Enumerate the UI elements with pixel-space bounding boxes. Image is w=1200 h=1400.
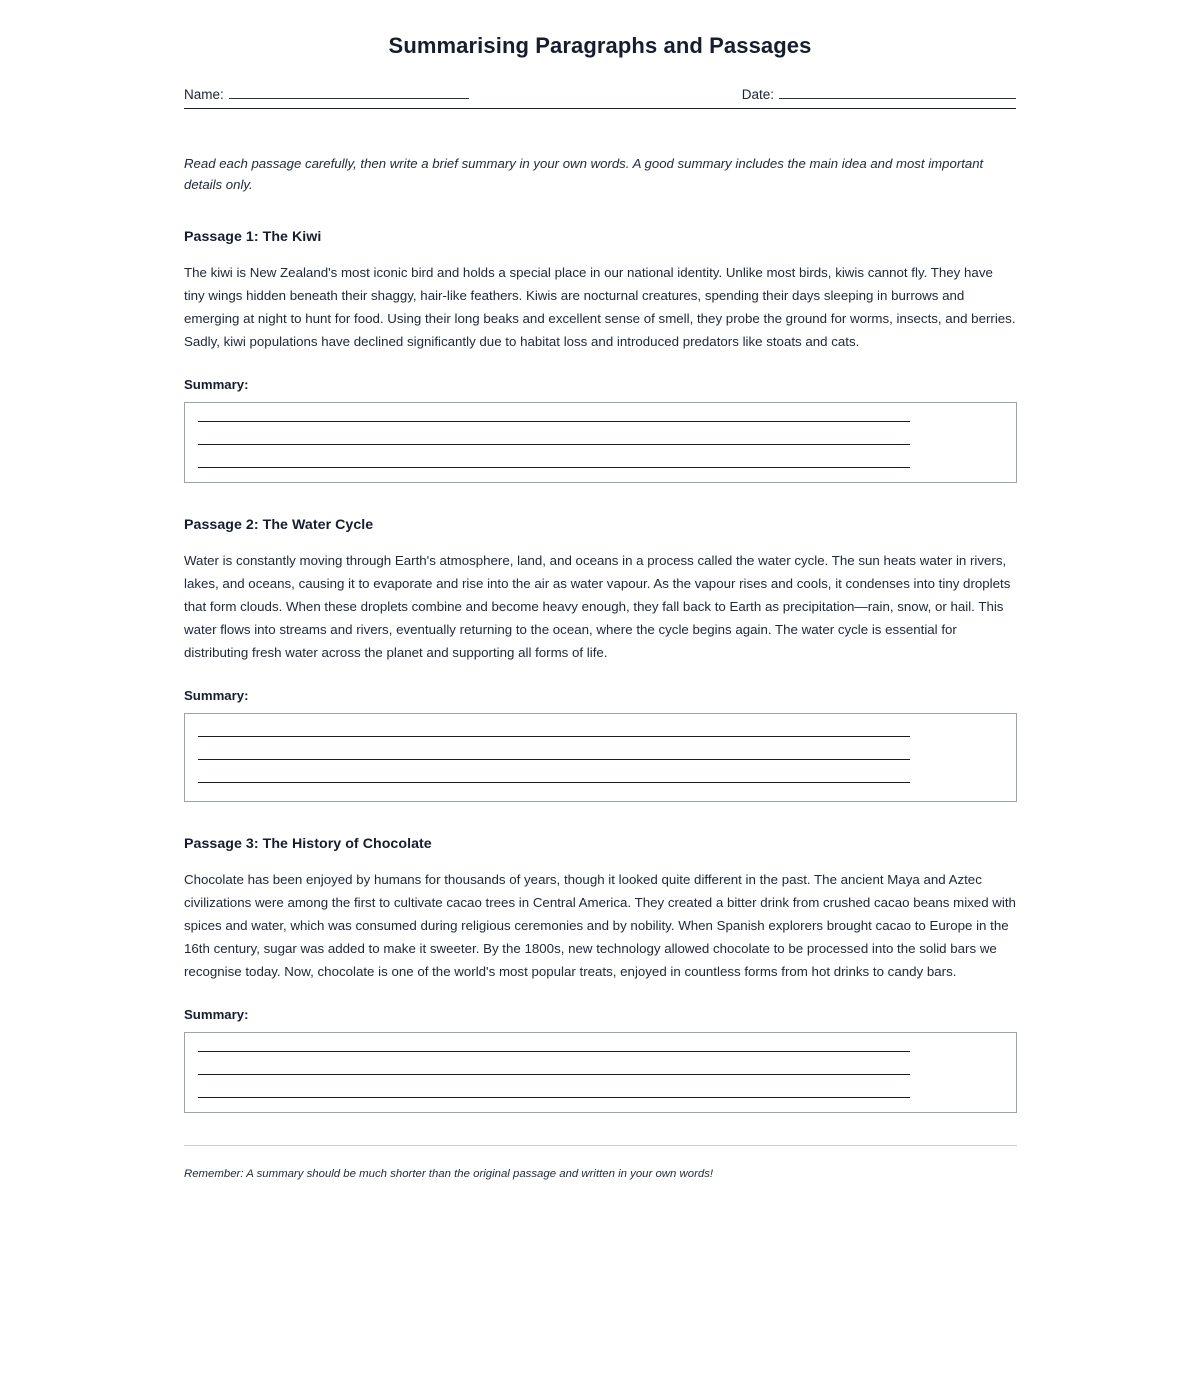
- writing-line[interactable]: [198, 1074, 910, 1075]
- summary-answer-box[interactable]: [184, 1032, 1017, 1113]
- footer-divider: [184, 1145, 1017, 1146]
- date-field-group: [742, 85, 1016, 102]
- summary-label: Summary:: [184, 688, 249, 704]
- writing-line[interactable]: [198, 444, 910, 445]
- passage-body: Water is constantly moving through Earth's atmosphere, land, and oceans in a process called the water cycle. The sun heats water in rivers, lakes, and oceans, causing it to evaporate and rise into the air as water vapour. As the vapour rises and cools, it condenses into tiny droplets that form clouds. When these droplets combine and become heavy enough, they fall back to Earth as precipitation—rain, snow, or hail. This water flows into streams and rivers, eventually returning to the ocean, where the cycle begins again. The water cycle is essential for distributing fresh water across the planet and supporting all forms of life.: [184, 553, 1011, 661]
- summary-label: Summary:: [184, 1007, 249, 1023]
- writing-line[interactable]: [198, 1051, 910, 1052]
- name-date-row: [184, 85, 1016, 109]
- name-field-group: [184, 85, 469, 102]
- date-label: Date:: [741, 86, 774, 102]
- passage-heading: Passage 2: The Water Cycle: [184, 517, 374, 534]
- passage-body: The kiwi is New Zealand's most iconic bird and holds a special place in our national identity. Unlike most birds, kiwis cannot fly. They have tiny wings hidden beneath their shaggy, hair-like feathers. Kiwis are nocturnal creatures, spending their days sleeping in burrows and emerging at night to hunt for food. Using their long beaks and excellent sense of smell, they probe the ground for worms, insects, and berries. Sadly, kiwi populations have declined significantly due to habitat loss and introduced predators like stoats and cats.: [184, 265, 1016, 350]
- writing-line[interactable]: [198, 421, 910, 422]
- passage-section-3: [184, 836, 1016, 1113]
- footer-note: Remember: A summary should be much shorter than the original passage and written in your own words!: [184, 1168, 714, 1181]
- passage-heading: Passage 3: The History of Chocolate: [184, 836, 432, 853]
- writing-line[interactable]: [198, 467, 910, 468]
- passage-body: Chocolate has been enjoyed by humans for thousands of years, though it looked quite different in the past. The ancient Maya and Aztec civilizations were among the first to cultivate cacao trees in Central America. They created a bitter drink from crushed cacao beans mixed with spices and water, which was consumed during religious ceremonies and by nobility. When Spanish explorers brought cacao to Europe in the 16th century, sugar was added to make it sweeter. By the 1800s, new technology allowed chocolate to be processed into the solid bars we recognise today. Now, chocolate is one of the world's most popular treats, enjoyed in countless forms from hot drinks to candy bars.: [184, 872, 1016, 980]
- summary-answer-box[interactable]: [184, 713, 1017, 802]
- passage-heading: Passage 1: The Kiwi: [184, 229, 322, 246]
- writing-line[interactable]: [198, 736, 910, 737]
- passage-section-1: [184, 229, 1016, 483]
- name-input-line[interactable]: [229, 85, 469, 99]
- writing-line[interactable]: [198, 782, 910, 783]
- instructions-text: Read each passage carefully, then write a brief summary in your own words. A good summary includes the main idea and most important details only.: [184, 155, 984, 192]
- date-input-line[interactable]: [779, 85, 1016, 99]
- summary-answer-box[interactable]: [184, 402, 1017, 483]
- passage-section-2: [184, 517, 1016, 802]
- writing-line[interactable]: [198, 759, 910, 760]
- summary-label: Summary:: [184, 377, 249, 393]
- name-label: Name:: [184, 86, 224, 102]
- page-title: Summarising Paragraphs and Passages: [388, 33, 812, 58]
- writing-line[interactable]: [198, 1097, 910, 1098]
